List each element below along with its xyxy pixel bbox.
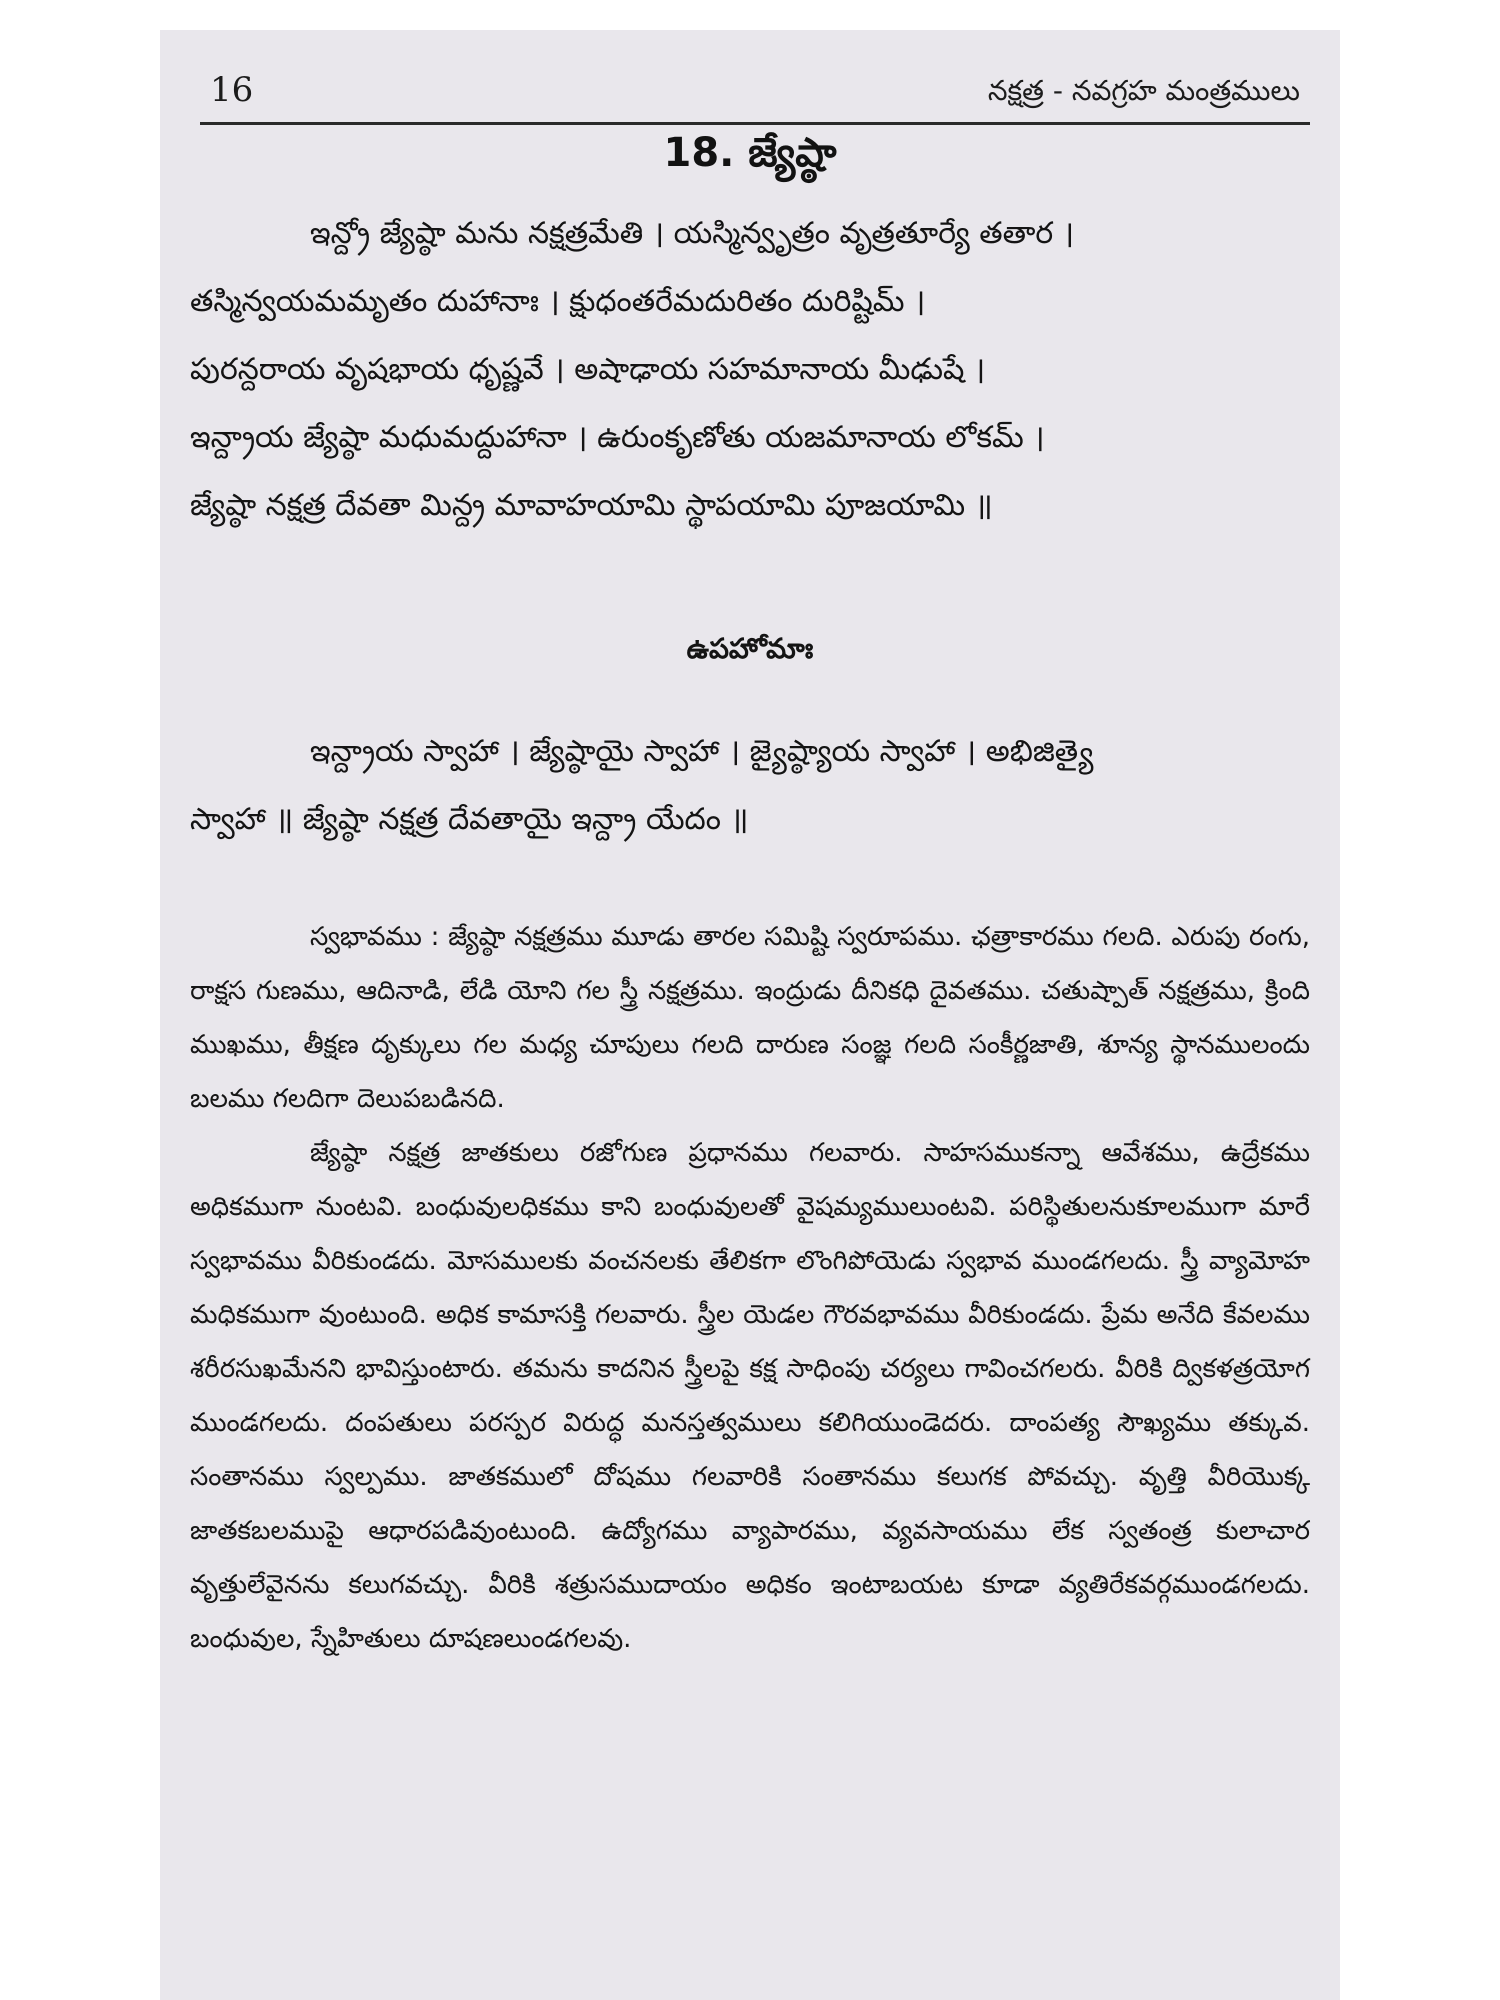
upahoma-line: ఇన్ద్రాయ స్వాహా । జ్యేష్ఠాయై స్వాహా । జ్యైష్ఠ్యాయ స్వాహా । అభిజిత్యై [310, 734, 1094, 769]
header-rule [200, 122, 1310, 125]
upahoma-heading: ఉపహోమాః [686, 632, 814, 665]
mantra-line: ఇన్ద్రాయ జ్యేష్ఠా మధుమద్దుహానా । ఉరుంకృణోతు యజమానాయ లోకమ్ । [190, 420, 1045, 455]
upahoma-line: స్వాహా ॥ జ్యేష్ఠా నక్షత్ర దేవతాయై ఇన్ద్రా యేదం ॥ [190, 802, 749, 837]
section-title: 18. జ్యేష్ఠా [663, 130, 837, 176]
mantra-line: జ్యేష్ఠా నక్షత్ర దేవతా మిన్ద్ర మావాహయామి స్థాపయామి పూజయామి ॥ [190, 488, 993, 523]
mantra-line: ఇన్ద్రో జ్యేష్ఠా మను నక్షత్రమేతి । యస్మిన్వృత్రం వృత్రతూర్యే తతార । [310, 216, 1075, 251]
upahoma-block [190, 718, 1310, 854]
running-title: నక్షత్ర - నవగ్రహ మంత్రములు [987, 74, 1300, 107]
mantra-line: తస్మిన్వయమమృతం దుహానాః । క్షుధంతరేమదురితం దురిష్టిమ్ । [190, 284, 926, 319]
mantra-line: పురన్దరాయ వృషభాయ ధృష్ణవే । అషాఢాయ సహమానాయ మీఢుషే । [190, 352, 986, 387]
paragraph-nature: స్వభావము : జ్యేష్ఠా నక్షత్రము మూడు తారల సమిష్టి స్వరూపము. ఛత్రాకారము గలది. ఎరుపు రంగు, రాక్షస గుణము, ఆదినాడి, లేడి యోని గల స్త్రీ నక్షత్రము. ఇంద్రుడు దీనికధి దైవతము. చతుష్పాత్ నక్షత్రము, క్రింది ముఖము, తీక్షణ దృక్కులు గల మధ్య చూపులు గలది దారుణ సంజ్ఞ గలది సంకీర్ణజాతి, శూన్య స్థానములందు బలము గలదిగా దెలుపబడినది. [190, 922, 1310, 1114]
description-body [190, 910, 1310, 1666]
paragraph-traits: జ్యేష్ఠా నక్షత్ర జాతకులు రజోగుణ ప్రధానము గలవారు. సాహసముకన్నా ఆవేశము, ఉద్రేకము అధికముగా నుంటవి. బంధువులధికము కాని బంధువులతో వైషమ్యములుంటవి. పరిస్థితులనుకూలముగా మారే స్వభావము వీరికుండదు. మోసములకు వంచనలకు తేలికగా లొంగిపోయెడు స్వభావ ముండగలదు. స్త్రీ వ్యామోహ మధికముగా వుంటుంది. అధిక కామాసక్తి గలవారు. స్త్రీల యెడల గౌరవభావము వీరికుండదు. ప్రేమ అనేది కేవలము శరీరసుఖమేనని భావిస్తుంటారు. తమను కాదనిన స్త్రీలపై కక్ష సాధింపు చర్యలు గావించగలరు. వీరికి ద్వికళత్రయోగ ముండగలదు. దంపతులు పరస్పర విరుద్ధ మనస్తత్వములు కలిగియుండెదరు. దాంపత్య సౌఖ్యము తక్కువ. సంతానము స్వల్పము. జాతకములో దోషము గలవారికి సంతానము కలుగక పోవచ్చు. వృత్తి వీరియొక్క జాతకబలముపై ఆధారపడివుంటుంది. ఉద్యోగము వ్యాపారము, వ్యవసాయము లేక స్వతంత్ర కులాచార వృత్తులేవైనను కలుగవచ్చు. వీరికి శత్రుసముదాయం అధికం ఇంటాబయట కూడా వ్యతిరేకవర్గముండగలదు. బంధువుల, స్నేహితులు దూషణలుండగలవు. [190, 1138, 1311, 1654]
book-page [160, 30, 1340, 2000]
page-number: 16 [210, 70, 254, 110]
mantra-block [190, 200, 1310, 540]
page-header [200, 60, 1310, 120]
